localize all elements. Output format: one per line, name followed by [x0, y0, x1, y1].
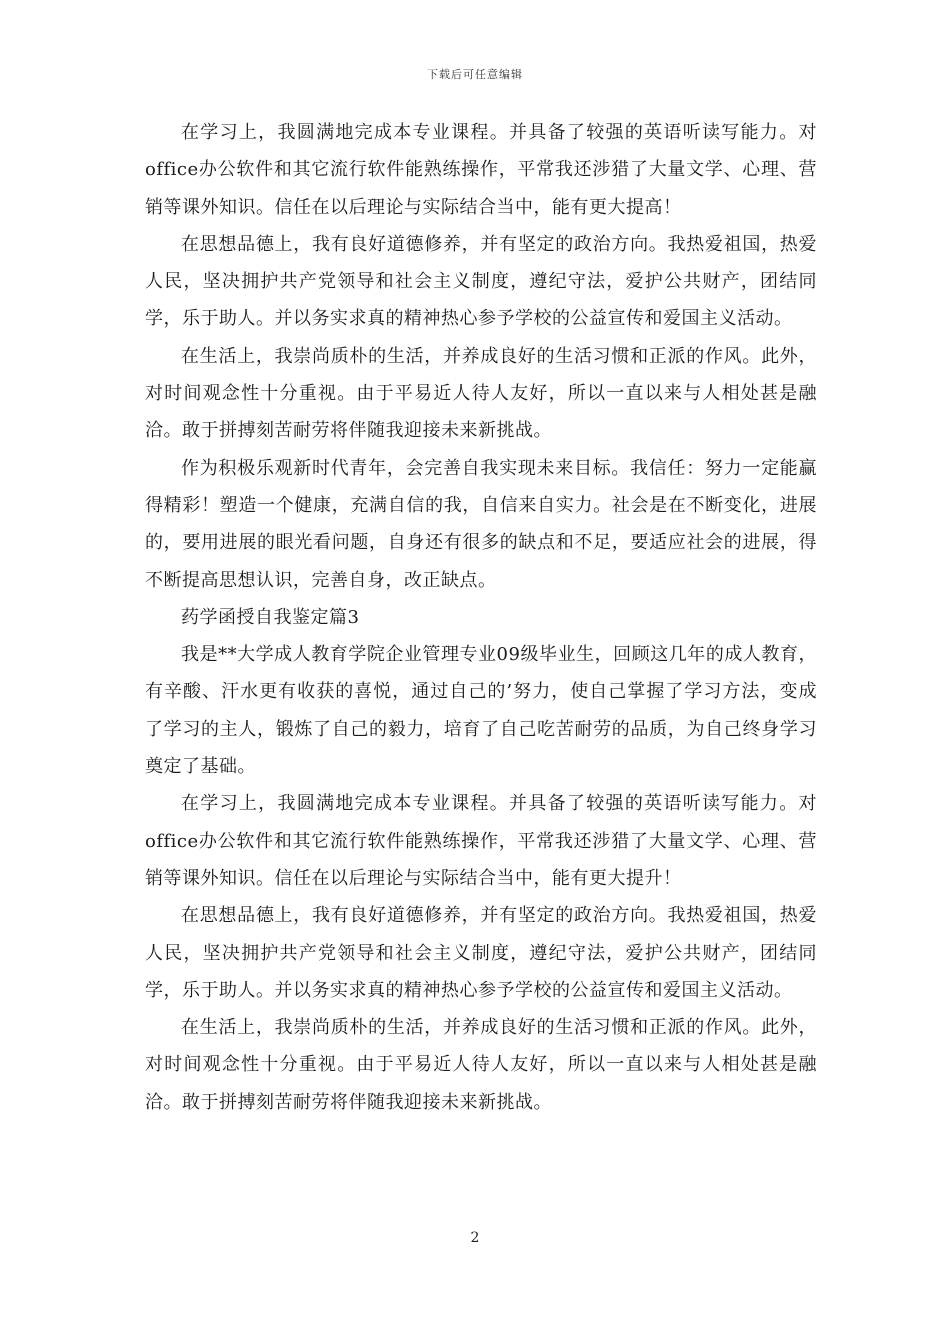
paragraph-morality: 在思想品德上，我有良好道德修养，并有坚定的政治方向。我热爱祖国，热爱人民，坚决拥护共产党领导和社会主义制度，遵纪守法，爱护公共财产，团结同学，乐于助人。并以务实求真的精神热心参予学校的公益宣传和爱国主义活动。 — [145, 233, 817, 330]
paragraph-goals: 作为积极乐观新时代青年，会完善自我实现未来目标。我信任：努力一定能赢得精彩！塑造一个健康，充满自信的我，自信来自实力。社会是在不断变化，进展的，要用进展的眼光看问题，自身还有很多的缺点和不足，要适应社会的进展，得不断提高思想认识，完善自身，改正缺点。 — [145, 457, 817, 591]
paragraph-life: 在生活上，我崇尚质朴的生活，并养成良好的生活习惯和正派的作风。此外，对时间观念性十分重视。由于平易近人待人友好，所以一直以来与人相处甚是融洽。敢于拼搏刻苦耐劳将伴随我迎接未来新挑战。 — [145, 345, 817, 442]
paragraph-study-2: 在学习上，我圆满地完成本专业课程。并具备了较强的英语听读写能力。对office办公软件和其它流行软件能熟练操作，平常我还涉猎了大量文学、心理、营销等课外知识。信任在以后理论与实际结合当中，能有更大提升！ — [145, 793, 817, 889]
paragraph-life-2: 在生活上，我崇尚质朴的生活，并养成良好的生活习惯和正派的作风。此外，对时间观念性十分重视。由于平易近人待人友好，所以一直以来与人相处甚是融洽。敢于拼搏刻苦耐劳将伴随我迎接未来新挑战。 — [145, 1017, 817, 1113]
paragraph-intro: 我是**大学成人教育学院企业管理专业09级毕业生，回顾这几年的成人教育，有辛酸、汗水更有收获的喜悦，通过自己的’努力，使自己掌握了学习方法，变成了学习的主人，锻炼了自己的毅力，培育了自己吃苦耐劳的品质，为自己终身学习奠定了基础。 — [145, 644, 817, 778]
paragraph-morality-2: 在思想品德上，我有良好道德修养，并有坚定的政治方向。我热爱祖国，热爱人民，坚决拥护共产党领导和社会主义制度，遵纪守法，爱护公共财产，团结同学，乐于助人。并以务实求真的精神热心参予学校的公益宣传和爱国主义活动。 — [145, 905, 817, 1001]
page-number: 2 — [470, 1230, 480, 1246]
section-heading: 药学函授自我鉴定篇3 — [181, 606, 360, 628]
paragraph-study: 在学习上，我圆满地完成本专业课程。并具备了较强的英语听读写能力。对office办公软件和其它流行软件能熟练操作，平常我还涉猎了大量文学、心理、营销等课外知识。信任在以后理论与实际结合当中，能有更大提高！ — [145, 122, 817, 218]
document-body — [145, 114, 817, 1121]
page-header: 下载后可任意编辑 — [427, 68, 523, 81]
